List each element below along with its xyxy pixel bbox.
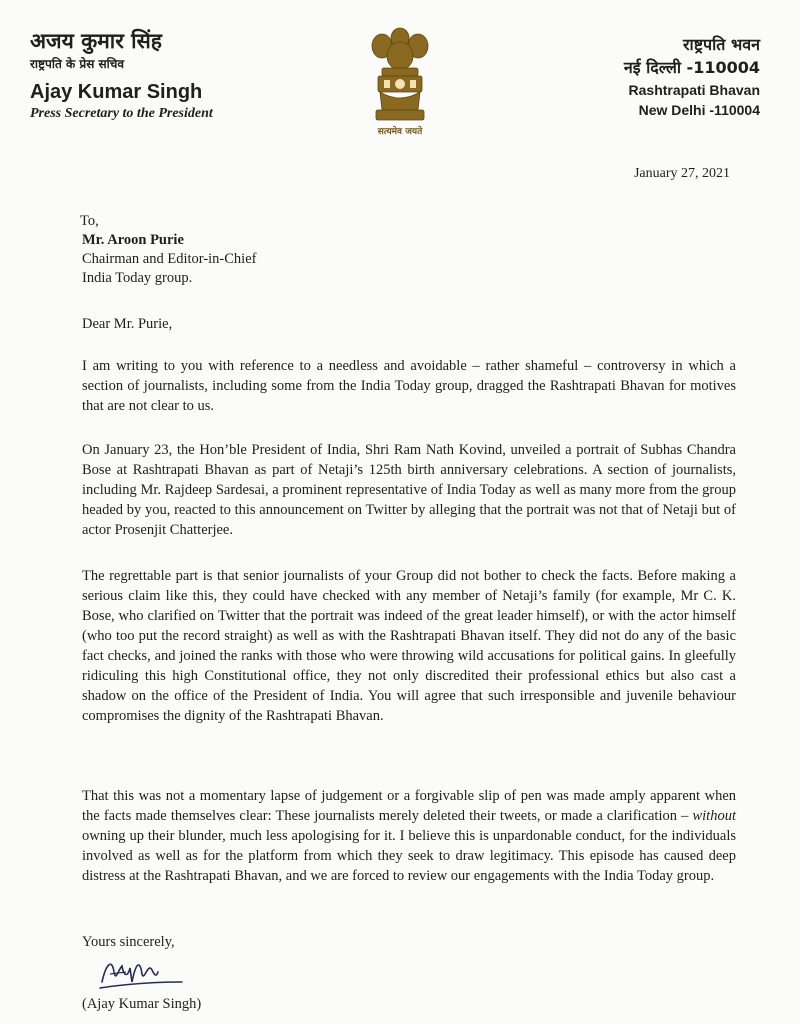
signature xyxy=(96,952,186,992)
letterhead-sender xyxy=(30,28,213,122)
paragraph-4 xyxy=(82,786,736,886)
letter-date: January 27, 2021 xyxy=(633,166,730,181)
sender-name: Ajay Kumar Singh xyxy=(30,81,203,103)
closing: Yours sincerely, xyxy=(82,934,175,950)
emblem-motto: सत्यमेव जयते xyxy=(377,127,423,137)
paragraph-4-emphasis: without xyxy=(692,808,736,824)
addressee-block xyxy=(82,212,256,288)
address-hindi-line2: नई दिल्ली -110004 xyxy=(623,58,760,77)
addressee-designation: Chairman and Editor-in-Chief xyxy=(82,251,257,267)
addressee-name: Mr. Aroon Purie xyxy=(82,232,184,248)
sender-title-hindi: राष्ट्रपति के प्रेस सचिव xyxy=(30,57,124,71)
addressee-organization: India Today group. xyxy=(82,270,193,286)
address-hindi-line1: राष्ट्रपति भवन xyxy=(683,35,760,54)
paragraph-4-part2: owning up their blunder, much less apologising for it. I believe this is unpardonable conduct, for the individuals involved as well as for the platform from which they seek to draw legitimacy. This episode has caused deep distress at the Rashtrapati Bhavan, and we are forced to review our engagements with the India Today group. xyxy=(82,828,736,884)
paragraph-3: The regrettable part is that senior journalists of your Group did not bother to check the facts. Before making a serious claim like this, they could have checked with any member of Netaji’s family (for example, Mr C. K. Bose, who clarified on Twitter that the portrait was indeed of the great leader himself), or with the actor himself (who too put the record straight) as well as with the Rashtrapati Bhavan itself. They did not do any of the basic fact checks, and joined the ranks with those who were throwing wild accusations for political gains. In gleefully ridiculing this high Constitutional office, they not only discredited their professional ethics but also cast a shadow on the office of the President of India. You will agree that such irresponsible and juvenile behaviour compromises the dignity of the Rashtrapati Bhavan. xyxy=(82,568,736,724)
paragraph-4-part1: That this was not a momentary lapse of judgement or a forgivable slip of pen was made amply apparent when the facts made themselves clear: These journalists merely deleted their tweets, or made a clarification – xyxy=(82,788,736,824)
salutation: Dear Mr. Purie, xyxy=(82,316,173,332)
paragraph-2: On January 23, the Hon’ble President of India, Shri Ram Nath Kovind, unveiled a portrait of Subhas Chandra Bose at Rashtrapati Bhavan as part of Netaji’s 125th birth anniversary celebrations. A section of journalists, including Mr. Rajdeep Sardesai, a prominent representative of India Today as well as many more from the group headed by you, reacted to this announcement on Twitter by alleging that the portrait was not that of Netaji but of actor Prosenjit Chatterjee. xyxy=(82,442,736,538)
address-line1: Rashtrapati Bhavan xyxy=(628,82,760,98)
sender-name-hindi: अजय कुमार सिंह xyxy=(30,29,162,53)
sender-title: Press Secretary to the President xyxy=(30,106,213,121)
signer-name: (Ajay Kumar Singh) xyxy=(82,996,202,1012)
to-label: To, xyxy=(80,213,99,229)
paragraph-1: I am writing to you with reference to a needless and avoidable – rather shameful – controversy in which a section of journalists, including some from the India Today group, dragged the Rashtrapati Bhavan for motives that are not clear to us. xyxy=(82,358,736,414)
letterhead-address xyxy=(624,34,760,120)
address-line2: New Delhi -110004 xyxy=(638,102,760,118)
